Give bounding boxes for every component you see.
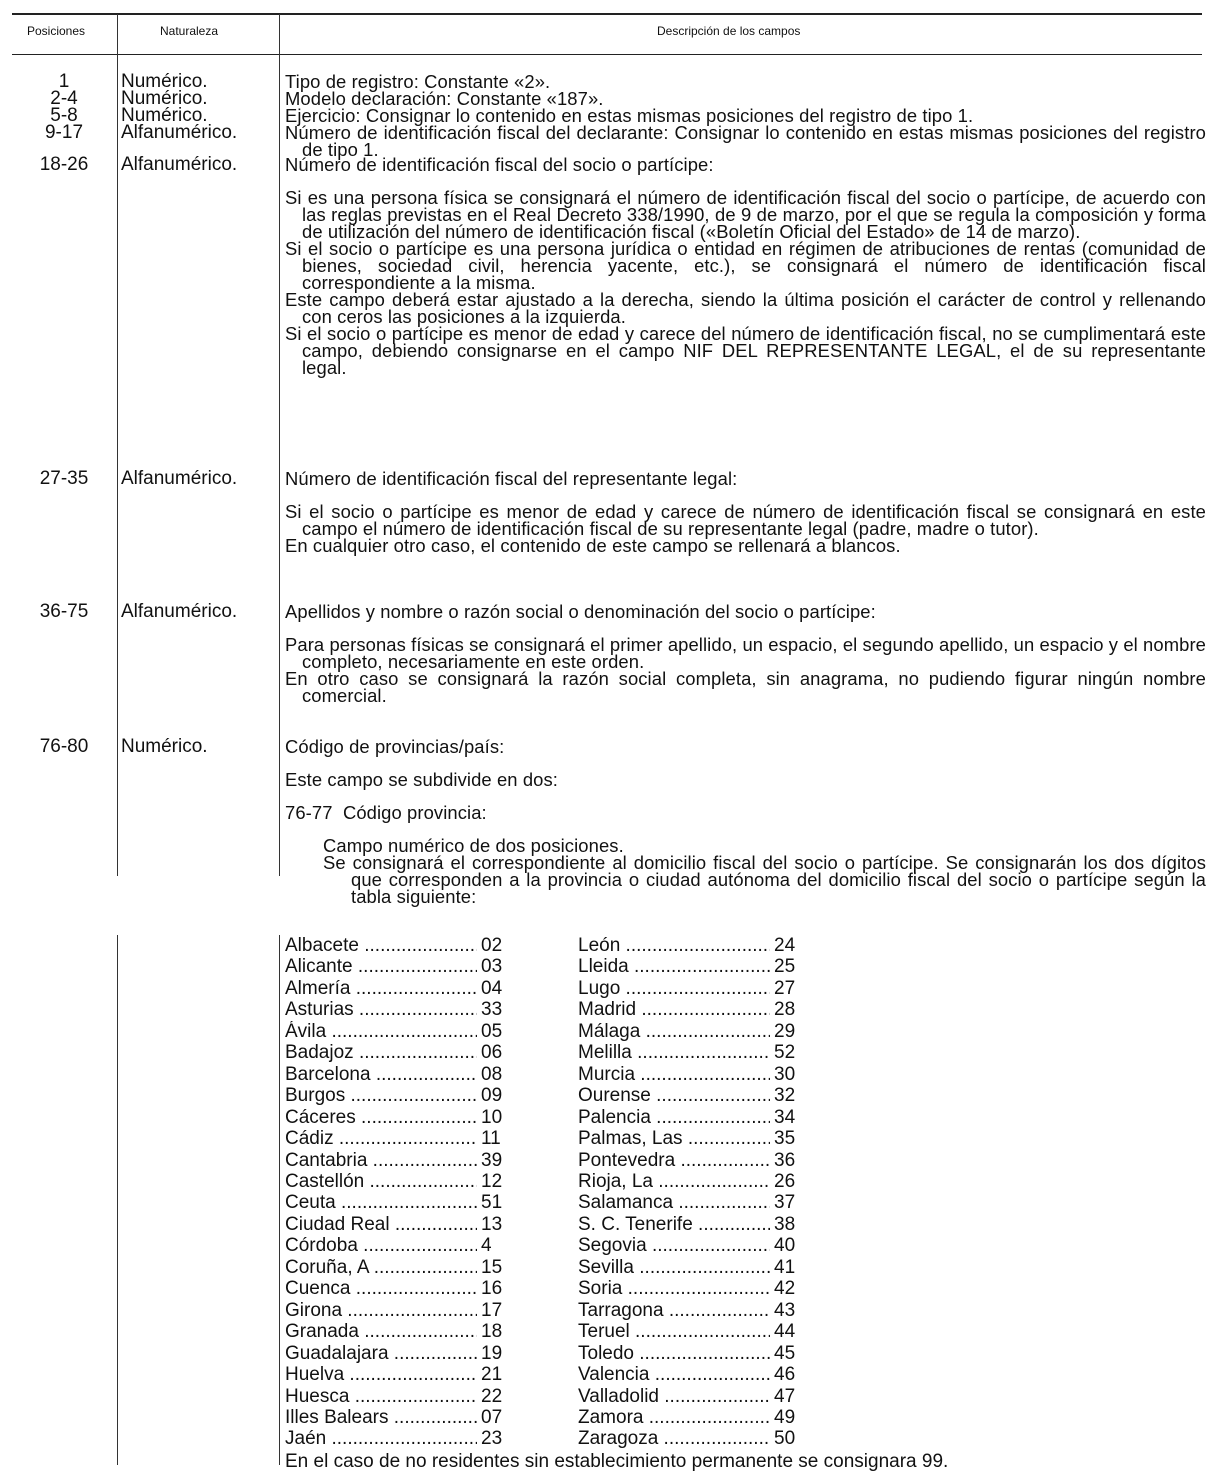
province-name: Córdoba ..... (285, 1235, 477, 1256)
province-row (578, 1386, 806, 1407)
province-row (578, 1235, 806, 1256)
field-36-75-description (285, 603, 1206, 704)
province-name: Valencia ..... (578, 1364, 770, 1385)
province-code: 10 (477, 1107, 513, 1128)
province-name: Badajoz ..... (285, 1042, 477, 1063)
province-row (578, 1150, 806, 1171)
province-name: S. C. Tenerife ..... (578, 1214, 770, 1235)
province-code: 25 (770, 956, 806, 977)
province-row (285, 1064, 513, 1085)
province-row (285, 1021, 513, 1042)
province-row (285, 1128, 513, 1149)
province-row (578, 1300, 806, 1321)
province-code: 43 (770, 1300, 806, 1321)
province-name: Burgos ..... (285, 1085, 477, 1106)
province-code: 38 (770, 1214, 806, 1235)
province-row (285, 978, 513, 999)
province-row (285, 1150, 513, 1171)
province-code: 24 (770, 935, 806, 956)
province-code: 07 (477, 1407, 513, 1428)
province-row (578, 935, 806, 956)
province-name: Madrid ..... (578, 999, 770, 1020)
province-code: 06 (477, 1042, 513, 1063)
field-27-35-position: 27-35 (39, 468, 89, 489)
paragraph: Campo numérico de dos posiciones. (323, 835, 624, 856)
province-code: 51 (477, 1192, 513, 1213)
province-name: Melilla ..... (578, 1042, 770, 1063)
row-nature: Numérico. (121, 105, 208, 126)
paragraph: Si el socio o partícipe es una persona jurídica o entidad en régimen de atribuciones de rentas (comunidad de bienes, sociedad civil, herencia yacente, etc.), se consignará el número de identificación fiscal correspondiente a la misma. (285, 238, 1206, 293)
column-divider (117, 14, 118, 876)
province-code: 4 (477, 1235, 513, 1256)
province-row (578, 978, 806, 999)
row-nature: Numérico. (121, 71, 208, 92)
province-code: 22 (477, 1386, 513, 1407)
province-code: 13 (477, 1214, 513, 1235)
province-name: Jaén ..... (285, 1428, 477, 1449)
row-position: 1 (58, 71, 70, 92)
province-row (578, 956, 806, 977)
province-code: 04 (477, 978, 513, 999)
province-row (578, 1278, 806, 1299)
province-code: 26 (770, 1171, 806, 1192)
province-name: Sevilla ..... (578, 1257, 770, 1278)
province-code: 35 (770, 1128, 806, 1149)
province-name: Illes Balears ..... (285, 1407, 477, 1428)
province-name: Soria ..... (578, 1278, 770, 1299)
field-76-80-position: 76-80 (39, 736, 89, 757)
province-name: Girona ..... (285, 1300, 477, 1321)
province-row (285, 1085, 513, 1106)
paragraph: En otro caso se consignará la razón social completa, sin anagrama, no pudiendo figurar ningún nombre comercial. (285, 668, 1206, 706)
province-row (285, 999, 513, 1020)
province-name: Pontevedra ..... (578, 1150, 770, 1171)
province-row (285, 1278, 513, 1299)
province-code: 02 (477, 935, 513, 956)
province-name: León ..... (578, 935, 770, 956)
province-code: 37 (770, 1192, 806, 1213)
province-name: Ceuta ..... (285, 1192, 477, 1213)
header-positions: Posiciones (27, 24, 86, 38)
province-row (285, 1300, 513, 1321)
province-row (285, 1321, 513, 1342)
province-code: 50 (770, 1428, 806, 1449)
province-name: Alicante ..... (285, 956, 477, 977)
paragraph: Para personas físicas se consignará el primer apellido, un espacio, el segundo apellido, un espacio y el nombre completo, necesariamente en este orden. (285, 634, 1206, 672)
column-divider (117, 935, 118, 1465)
province-row (285, 1042, 513, 1063)
province-row (578, 1321, 806, 1342)
province-row (285, 1171, 513, 1192)
province-row (285, 1428, 513, 1449)
province-row (285, 1343, 513, 1364)
province-row (285, 1107, 513, 1128)
province-code: 16 (477, 1278, 513, 1299)
province-row (578, 1128, 806, 1149)
header-description: Descripción de los campos (657, 24, 801, 38)
province-code: 30 (770, 1064, 806, 1085)
province-name: Cáceres ..... (285, 1107, 477, 1128)
paragraph: Este campo deberá estar ajustado a la derecha, siendo la última posición el carácter de control y rellenando con ceros las posiciones a la izquierda. (285, 289, 1206, 327)
province-row (285, 956, 513, 977)
header-rule (12, 54, 1202, 55)
province-code: 29 (770, 1021, 806, 1042)
field-title: Número de identificación fiscal del socio o partícipe: (285, 154, 714, 175)
province-name: Lleida ..... (578, 956, 770, 977)
paragraph: Si el socio o partícipe es menor de edad y carece del número de identificación fiscal, no se cumplimentará este campo, debiendo consignarse en el campo NIF DEL REPRESENTANTE LEGAL, el de su representante legal. (285, 323, 1206, 378)
paragraph: Este campo se subdivide en dos: (285, 769, 558, 790)
province-code: 12 (477, 1171, 513, 1192)
paragraph: En cualquier otro caso, el contenido de este campo se rellenará a blancos. (285, 535, 901, 556)
row-description: Ejercicio: Consignar lo contenido en estas mismas posiciones del registro de tipo 1. (285, 105, 974, 126)
field-36-75-nature: Alfanumérico. (121, 601, 238, 622)
province-row (578, 1343, 806, 1364)
province-code: 09 (477, 1085, 513, 1106)
province-name: Palencia ..... (578, 1107, 770, 1128)
paragraph: Si es una persona física se consignará el número de identificación fiscal del socio o partícipe, de acuerdo con las reglas previstas en el Real Decreto 338/1990, de 9 de marzo, por el que se regula la composición y forma de utilización del número de identificación fiscal («Boletín Oficial del Estado» de 14 de marzo). (285, 187, 1206, 242)
province-name: Lugo ..... (578, 978, 770, 999)
province-row (285, 1192, 513, 1213)
province-row (578, 1042, 806, 1063)
row-description-text: Número de identificación fiscal del declarante: Consignar lo contenido en estas mismas posiciones del registro de tipo 1. (285, 122, 1206, 160)
field-18-26-nature: Alfanumérico. (121, 154, 238, 175)
province-row (578, 1171, 806, 1192)
province-row (285, 1364, 513, 1385)
province-code: 36 (770, 1150, 806, 1171)
province-name: Barcelona ..... (285, 1064, 477, 1085)
province-code: 21 (477, 1364, 513, 1385)
province-name: Tarragona ..... (578, 1300, 770, 1321)
province-code: 18 (477, 1321, 513, 1342)
row-position: 9-17 (44, 122, 84, 143)
province-code: 32 (770, 1085, 806, 1106)
province-code: 08 (477, 1064, 513, 1085)
province-row (578, 1364, 806, 1385)
province-row (285, 1407, 513, 1428)
province-code: 33 (477, 999, 513, 1020)
field-36-75-position: 36-75 (39, 601, 89, 622)
province-code: 17 (477, 1300, 513, 1321)
province-code: 28 (770, 999, 806, 1020)
province-name: Cuenca ..... (285, 1278, 477, 1299)
top-rule (12, 13, 1202, 15)
row-description (285, 124, 1206, 158)
province-row (578, 1257, 806, 1278)
province-name: Ciudad Real ..... (285, 1214, 477, 1235)
field-18-26-description (285, 156, 1206, 376)
province-code: 46 (770, 1364, 806, 1385)
province-row (285, 935, 513, 956)
province-table-right (578, 935, 806, 1450)
province-code: 40 (770, 1235, 806, 1256)
province-row (578, 1407, 806, 1428)
province-name: Segovia ..... (578, 1235, 770, 1256)
province-row (578, 1214, 806, 1235)
province-name: Teruel ..... (578, 1321, 770, 1342)
subfield-title: 76-77 Código provincia: (285, 802, 487, 823)
province-code: 44 (770, 1321, 806, 1342)
province-name: Granada ..... (285, 1321, 477, 1342)
province-name: Ourense ..... (578, 1085, 770, 1106)
province-name: Almería ..... (285, 978, 477, 999)
province-name: Zaragoza ..... (578, 1428, 770, 1449)
province-name: Rioja, La ..... (578, 1171, 770, 1192)
province-row (285, 1214, 513, 1235)
province-row (578, 1085, 806, 1106)
province-row (285, 1257, 513, 1278)
province-name: Ávila ..... (285, 1021, 477, 1042)
field-76-80-nature: Numérico. (121, 736, 208, 757)
row-nature: Numérico. (121, 88, 208, 109)
province-code: 11 (477, 1128, 513, 1149)
province-row (285, 1235, 513, 1256)
province-row (578, 1064, 806, 1085)
province-code: 47 (770, 1386, 806, 1407)
province-name: Castellón ..... (285, 1171, 477, 1192)
row-nature: Alfanumérico. (121, 122, 238, 143)
province-code: 34 (770, 1107, 806, 1128)
field-title: Número de identificación fiscal del representante legal: (285, 468, 738, 489)
field-27-35-description (285, 470, 1206, 554)
province-name: Huelva ..... (285, 1364, 477, 1385)
province-row (578, 1107, 806, 1128)
province-row (285, 1386, 513, 1407)
row-position: 5-8 (50, 105, 78, 126)
province-code: 42 (770, 1278, 806, 1299)
province-code: 39 (477, 1150, 513, 1171)
province-name: Coruña, A ..... (285, 1257, 477, 1278)
province-code: 27 (770, 978, 806, 999)
column-divider (279, 14, 280, 876)
province-name: Palmas, Las ..... (578, 1128, 770, 1149)
province-name: Asturias ..... (285, 999, 477, 1020)
column-divider (279, 935, 280, 1465)
province-row (578, 1428, 806, 1449)
field-18-26-position: 18-26 (39, 154, 89, 175)
province-name: Valladolid ..... (578, 1386, 770, 1407)
row-description: Modelo declaración: Constante «187». (285, 88, 604, 109)
field-title: Apellidos y nombre o razón social o denominación del socio o partícipe: (285, 601, 876, 622)
province-code: 05 (477, 1021, 513, 1042)
province-code: 03 (477, 956, 513, 977)
row-description: Tipo de registro: Constante «2». (285, 71, 551, 92)
row-position: 2-4 (50, 88, 78, 109)
province-name: Cádiz ..... (285, 1128, 477, 1149)
province-code: 15 (477, 1257, 513, 1278)
province-table-left (285, 935, 513, 1450)
province-code: 19 (477, 1343, 513, 1364)
province-name: Toledo ..... (578, 1343, 770, 1364)
province-name: Cantabria ..... (285, 1150, 477, 1171)
province-code: 41 (770, 1257, 806, 1278)
paragraph: Se consignará el correspondiente al domicilio fiscal del socio o partícipe. Se consignarán los dos dígitos que corresponden a la provincia o ciudad autónoma del domicilio fiscal del socio o partícipe según la tabla siguiente: (323, 852, 1206, 907)
province-name: Huesca ..... (285, 1386, 477, 1407)
province-name: Málaga ..... (578, 1021, 770, 1042)
header-nature: Naturaleza (160, 24, 219, 38)
province-row (578, 1021, 806, 1042)
field-76-80-description (285, 738, 1206, 905)
province-name: Guadalajara ..... (285, 1343, 477, 1364)
field-27-35-nature: Alfanumérico. (121, 468, 238, 489)
province-row (578, 1192, 806, 1213)
paragraph: Si el socio o partícipe es menor de edad y carece de número de identificación fiscal se consignará en este campo el número de identificación fiscal de su representante legal (padre, madre o tutor). (285, 501, 1206, 539)
province-name: Zamora ..... (578, 1407, 770, 1428)
province-code: 23 (477, 1428, 513, 1449)
province-name: Albacete ..... (285, 935, 477, 956)
province-name: Salamanca ..... (578, 1192, 770, 1213)
province-code: 52 (770, 1042, 806, 1063)
province-name: Murcia ..... (578, 1064, 770, 1085)
province-code: 49 (770, 1407, 806, 1428)
final-note: En el caso de no residentes sin establecimiento permanente se consignara 99. (285, 1451, 949, 1472)
province-code: 45 (770, 1343, 806, 1364)
field-title: Código de provincias/país: (285, 736, 505, 757)
province-row (578, 999, 806, 1020)
